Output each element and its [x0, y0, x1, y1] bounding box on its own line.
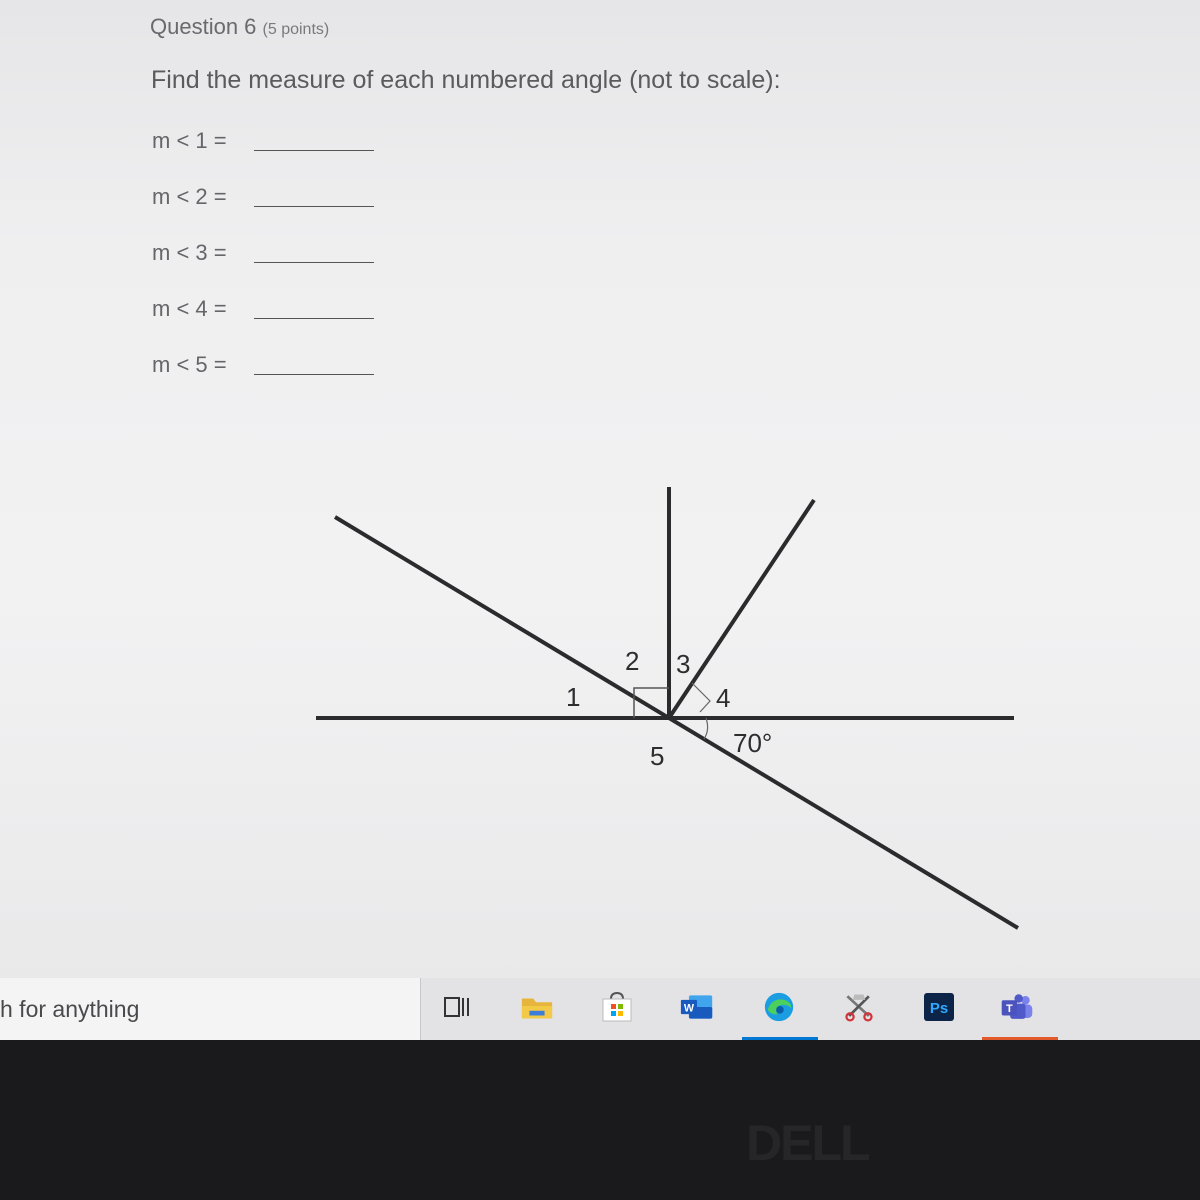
answer-label-2: m < 2 =: [152, 184, 227, 209]
answer-label-4: m < 4 =: [152, 296, 227, 321]
teams-letter: T: [1005, 1003, 1013, 1016]
taskbar-search-box[interactable]: [0, 978, 421, 1040]
answer-label-3: m < 3 =: [152, 240, 227, 265]
photoshop-icon[interactable]: [922, 992, 956, 1022]
taskbar: [0, 978, 1200, 1040]
angle-4-arc: [692, 683, 710, 712]
given-angle-label: 70°: [733, 728, 773, 758]
angle-2-label: 2: [625, 646, 640, 676]
slanted-ray: [669, 500, 814, 718]
answer-label-1: m < 1 =: [152, 128, 227, 153]
file-explorer-icon[interactable]: [520, 992, 554, 1022]
edge-icon[interactable]: [762, 992, 796, 1022]
monitor-bezel: [0, 1040, 1200, 1200]
angle-5-label: 5: [650, 741, 665, 771]
angle-70-arc: [704, 718, 708, 739]
question-prompt: Find the measure of each numbered angle (not to scale):: [151, 66, 781, 94]
angle-4-label: 4: [716, 683, 731, 713]
question-points: (5 points): [262, 21, 330, 38]
task-view-icon[interactable]: [440, 992, 474, 1022]
answer-label-5: m < 5 =: [152, 352, 227, 377]
word-icon[interactable]: [680, 992, 714, 1022]
snipping-tool-icon[interactable]: [842, 992, 876, 1022]
teams-icon[interactable]: [1000, 992, 1034, 1022]
photoshop-letters: Ps: [929, 1000, 949, 1017]
angle-3-label: 3: [676, 649, 691, 679]
dell-logo: DELL: [746, 1115, 869, 1171]
store-icon[interactable]: [600, 992, 634, 1022]
word-letter: W: [683, 1002, 695, 1015]
angle-1-label: 1: [566, 682, 581, 712]
search-placeholder: h for anything: [0, 996, 140, 1022]
diagonal-line: [335, 517, 1018, 928]
question-title: Question 6: [150, 14, 257, 39]
